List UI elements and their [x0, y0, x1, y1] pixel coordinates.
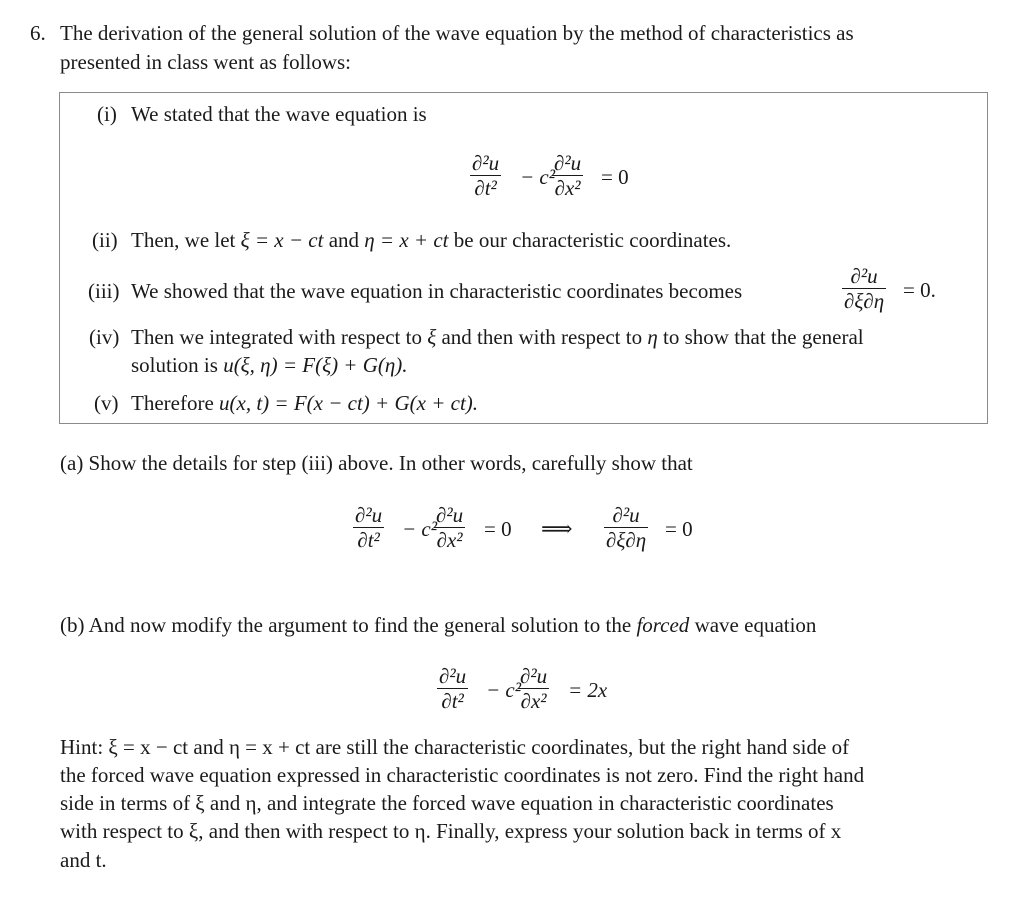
fraction-d2u-dxideta	[842, 264, 886, 313]
numerator: ∂²u	[355, 503, 383, 527]
minus-c-squared: − c²	[402, 517, 438, 541]
problem-intro-line-2: presented in class went as follows:	[60, 50, 352, 74]
denominator: ∂x²	[434, 527, 465, 552]
step-iv-line-2	[131, 351, 408, 379]
step-iv-text-2a: solution is	[131, 353, 218, 377]
denominator: ∂x²	[518, 688, 549, 713]
eta-definition: η = x + ct	[364, 228, 449, 252]
step-iv-line-1	[131, 323, 864, 351]
step-iii-label: (iii)	[88, 279, 120, 303]
step-ii-text-b: be our characteristic coordinates.	[453, 228, 732, 252]
numerator: ∂²u	[472, 151, 500, 175]
hint-line-2: the forced wave equation expressed in characteristic coordinates is not zero. Find the right hand	[60, 763, 865, 787]
hint-line-3: side in terms of ξ and η, and integrate the forced wave equation in characteristic coordinates	[60, 791, 834, 815]
numerator: ∂²u	[554, 151, 582, 175]
hint-line-1: Hint: ξ = x − ct and η = x + ct are still the characteristic coordinates, but the right hand side of	[60, 735, 850, 759]
step-i-label: (i)	[97, 102, 117, 126]
denominator: ∂t²	[353, 527, 384, 552]
denominator: ∂t²	[470, 175, 501, 200]
step-iii-equals-zero: = 0.	[903, 278, 936, 302]
equals-zero: = 0	[484, 517, 512, 541]
equals-2x: = 2x	[568, 678, 608, 702]
step-iv-text-b: and then with respect to	[441, 325, 643, 349]
eta-symbol: η	[647, 325, 658, 349]
fraction-d2u-dt2	[437, 664, 468, 713]
hint-line-4: with respect to ξ, and then with respect to η. Finally, express your solution back in terms of x	[60, 819, 842, 843]
implies-arrow: ⟹	[541, 516, 573, 541]
part-a-text: (a) Show the details for step (iii) above. In other words, carefully show that	[60, 451, 693, 475]
problem-number: 6.	[30, 21, 46, 45]
equals-zero: = 0	[601, 165, 629, 189]
hint-line-5: and t.	[60, 848, 107, 872]
fraction-d2u-dxideta	[604, 503, 648, 552]
numerator: ∂²u	[520, 664, 548, 688]
equals-zero-right: = 0	[665, 517, 693, 541]
problem-intro-line-1: The derivation of the general solution of the wave equation by the method of characteristics as	[60, 21, 854, 45]
numerator: ∂²u	[612, 503, 640, 527]
step-i-text: We stated that the wave equation is	[131, 102, 427, 126]
step-v-line	[131, 389, 478, 417]
xi-definition: ξ = x − ct	[240, 228, 324, 252]
denominator: ∂ξ∂η	[606, 528, 647, 552]
part-b-text-b: wave equation	[694, 613, 817, 637]
fraction-d2u-dt2	[470, 151, 501, 200]
general-solution-x-t: u(x, t) = F(x − ct) + G(x + ct).	[219, 391, 479, 415]
numerator: ∂²u	[850, 264, 878, 288]
fraction-d2u-dx2	[434, 503, 465, 552]
part-b-text	[60, 611, 816, 639]
fraction-d2u-dx2	[552, 151, 583, 200]
numerator: ∂²u	[436, 503, 464, 527]
part-b-text-a: (b) And now modify the argument to find the general solution to the	[60, 613, 632, 637]
step-v-label: (v)	[94, 391, 119, 415]
forced-emphasis: forced	[636, 613, 690, 637]
step-ii-text	[131, 226, 731, 254]
step-iv-text-a: Then we integrated with respect to	[131, 325, 422, 349]
step-iv-text-c: to show that the general	[663, 325, 864, 349]
step-ii-text-a: Then, we let	[131, 228, 236, 252]
fraction-d2u-dt2	[353, 503, 384, 552]
denominator: ∂x²	[552, 175, 583, 200]
denominator: ∂t²	[437, 688, 468, 713]
denominator: ∂ξ∂η	[844, 289, 885, 313]
step-iv-label: (iv)	[89, 325, 120, 349]
minus-c-squared: − c²	[520, 165, 556, 189]
step-iii-text: We showed that the wave equation in characteristic coordinates becomes	[131, 279, 743, 303]
step-ii-label: (ii)	[92, 228, 118, 252]
step-ii-and: and	[328, 228, 360, 252]
minus-c-squared: − c²	[486, 678, 522, 702]
fraction-d2u-dx2	[518, 664, 549, 713]
step-v-text: Therefore	[131, 391, 214, 415]
numerator: ∂²u	[439, 664, 467, 688]
general-solution-xi-eta: u(ξ, η) = F(ξ) + G(η).	[223, 353, 408, 377]
xi-symbol: ξ	[427, 325, 437, 349]
